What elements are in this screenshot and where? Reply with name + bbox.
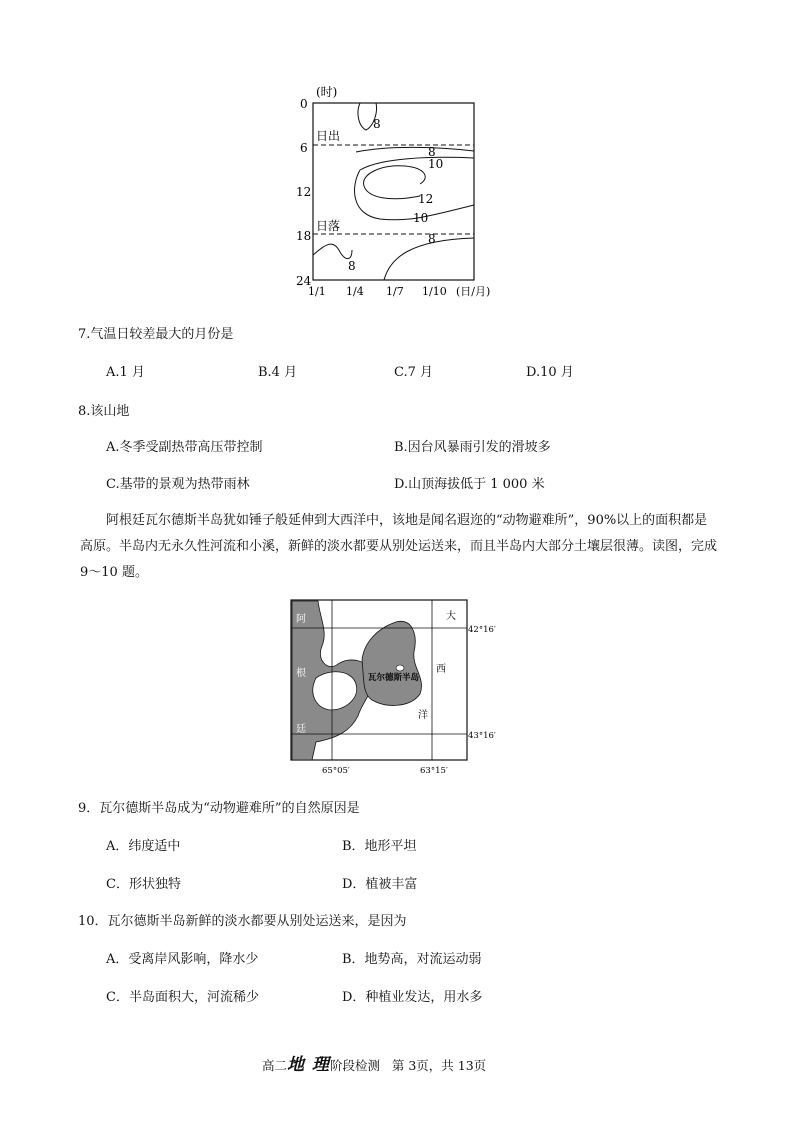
x-tick-1-7: 1/7 — [386, 285, 404, 298]
y-axis-unit: (时) — [316, 85, 338, 99]
y-tick-12: 12 — [296, 185, 312, 199]
q10-option-b: B．地势高，对流运动弱 — [342, 952, 482, 967]
q7-option-d: D.10 月 — [526, 365, 574, 380]
y-tick-0: 0 — [300, 97, 308, 111]
map-peninsula-label: 瓦尔德斯半岛 — [368, 673, 420, 683]
map-label-yang: 洋 — [418, 710, 428, 721]
map-lon-right: 63°15′ — [420, 766, 448, 776]
q9-option-b: B．地形平坦 — [342, 839, 417, 854]
sunset-label: 日落 — [316, 219, 341, 233]
contour-label-8-lower-right: 8 — [428, 232, 436, 246]
q7-option-c: C.7 月 — [394, 365, 434, 380]
q9-stem: 9．瓦尔德斯半岛成为“动物避难所”的自然原因是 — [78, 801, 360, 816]
peninsula-lake — [396, 665, 404, 671]
x-tick-1-10: 1/10 — [422, 285, 447, 298]
map-label-a: 阿 — [296, 614, 306, 625]
contour-label-12: 12 — [418, 192, 434, 206]
map-lat-bottom: 43°16′ — [468, 731, 496, 741]
map-label-ting: 廷 — [296, 724, 306, 735]
q9-option-d: D．植被丰富 — [342, 877, 418, 892]
y-tick-18: 18 — [296, 229, 312, 243]
q10-option-a: A．受离岸风影响，降水少 — [106, 952, 259, 967]
map-label-gen: 根 — [296, 668, 306, 679]
q7-stem: 7.气温日较差最大的月份是 — [78, 327, 234, 342]
q10-option-c: C．半岛面积大，河流稀少 — [106, 990, 259, 1005]
sunrise-label: 日出 — [316, 129, 341, 143]
q8-option-c: C.基带的景观为热带雨林 — [106, 477, 250, 492]
valdes-peninsula-map — [0, 598, 794, 776]
footer-grade: 高二 — [262, 1058, 288, 1073]
page-footer — [262, 1050, 486, 1075]
y-tick-6: 6 — [300, 141, 308, 155]
q8-option-a: A.冬季受副热带高压带控制 — [106, 440, 263, 455]
footer-page: 第 3页，共 13页 — [391, 1058, 487, 1073]
contour-label-10-lower: 10 — [413, 211, 429, 225]
reading-passage: 阿根廷瓦尔德斯半岛犹如锤子般延伸到大西洋中，该地是闻名遐迩的“动物避难所”，90%以上的面积都是高原。半岛内无永久性河流和小溪，新鲜的淡水都要从别处运送来，而且半岛内大部分土壤层很薄。读图，完成 9～10 题。 — [80, 513, 718, 580]
q9-option-c: C．形状独特 — [106, 877, 181, 892]
q8-stem: 8.该山地 — [78, 404, 130, 419]
q8-option-b: B.因台风暴雨引发的滑坡多 — [394, 440, 551, 455]
contour-upper-8 — [356, 147, 474, 152]
footer-subject: 地 理 — [287, 1055, 330, 1075]
x-tick-1-1: 1/1 — [308, 285, 326, 298]
map-lat-top: 42°16′ — [468, 625, 496, 635]
q10-option-d: D．种植业发达，用水多 — [342, 990, 483, 1005]
map-label-da: 大 — [446, 611, 456, 622]
map-lon-left: 65°05′ — [322, 766, 350, 776]
contour-lower-8-left — [313, 244, 352, 258]
contour-label-8-lower-left: 8 — [348, 259, 356, 273]
q9-option-a: A．纬度适中 — [106, 839, 181, 854]
q7-option-a: A.1 月 — [106, 365, 145, 380]
x-tick-1-4: 1/4 — [346, 285, 364, 298]
contour-12 — [363, 166, 425, 199]
footer-exam: 阶段检测 — [329, 1058, 380, 1073]
contour-label-8-top: 8 — [373, 117, 381, 131]
contour-label-10-upper: 10 — [428, 157, 444, 171]
q8-option-d: D.山顶海拔低于 1 000 米 — [394, 477, 545, 492]
x-axis-unit: (日/月) — [456, 285, 491, 298]
isotherm-chart — [0, 0, 794, 310]
contour-label-8-upper: 8 — [428, 145, 436, 159]
q10-stem: 10．瓦尔德斯半岛新鲜的淡水都要从别处运送来，是因为 — [78, 914, 407, 929]
q7-option-b: B.4 月 — [258, 365, 298, 380]
map-label-xi: 西 — [436, 664, 446, 675]
y-tick-24: 24 — [296, 274, 312, 288]
